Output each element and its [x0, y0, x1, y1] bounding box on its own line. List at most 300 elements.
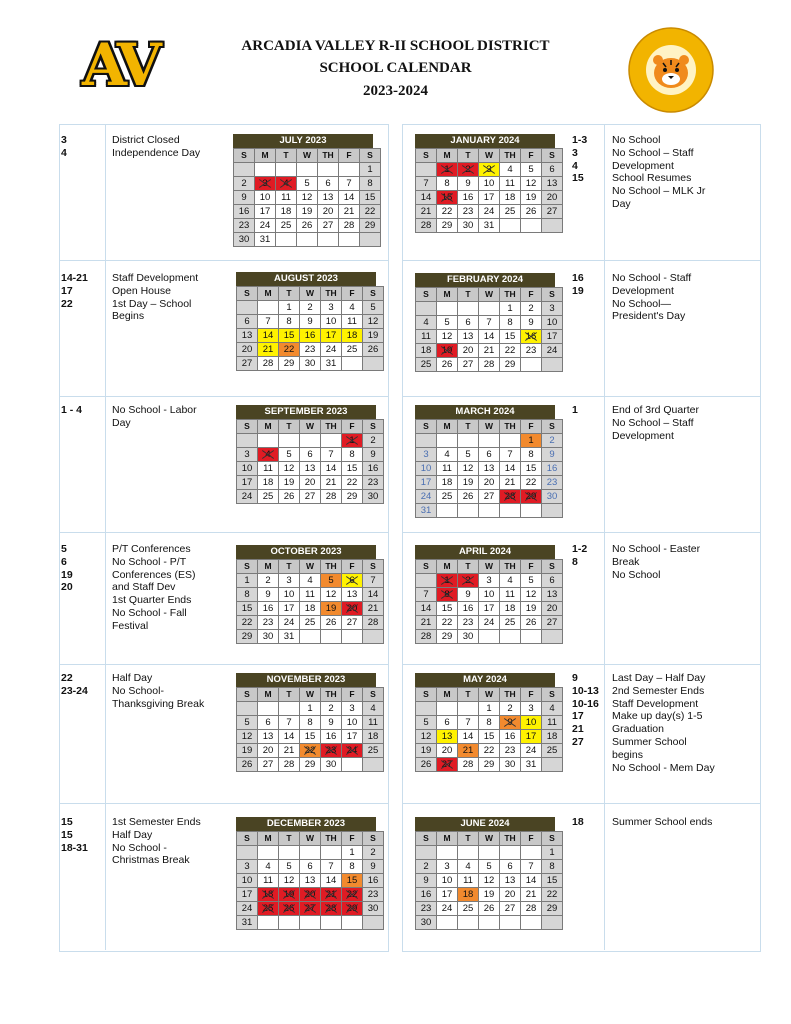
calendar-may-2024	[415, 673, 558, 772]
calendar-day: 30	[321, 758, 342, 772]
calendar-day: 28	[416, 219, 437, 233]
calendar-day: 20	[342, 602, 363, 616]
calendar-day: 2	[321, 702, 342, 716]
weekday-header: M	[258, 832, 279, 846]
calendar-month-title: JANUARY 2024	[415, 134, 555, 148]
calendar-day: 29	[521, 490, 542, 504]
weekday-header: T	[279, 420, 300, 434]
calendar-day: 20	[437, 744, 458, 758]
calendar-day: 11	[300, 588, 321, 602]
calendar-day: 8	[500, 316, 521, 330]
calendar-day: 3	[542, 302, 563, 316]
calendar-day-empty	[363, 916, 384, 930]
calendar-day: 1	[360, 163, 381, 177]
calendar-day: 2	[363, 434, 384, 448]
event-descriptions: No School - Easter Break No School	[612, 543, 701, 581]
calendar-day: 8	[279, 315, 300, 329]
weekday-header: S	[363, 832, 384, 846]
weekday-header: T	[458, 288, 479, 302]
calendar-day: 19	[279, 888, 300, 902]
calendar-day: 19	[321, 602, 342, 616]
calendar-day: 15	[437, 602, 458, 616]
calendar-day: 6	[542, 163, 563, 177]
calendar-day: 13	[542, 177, 563, 191]
weekday-header: M	[258, 420, 279, 434]
calendar-day: 26	[279, 490, 300, 504]
weekday-header: S	[237, 560, 258, 574]
calendar-day: 11	[363, 716, 384, 730]
calendar-october-2023	[236, 545, 379, 644]
calendar-day: 8	[300, 716, 321, 730]
calendar-day-empty	[276, 233, 297, 247]
calendar-day: 7	[416, 177, 437, 191]
calendar-day: 1	[542, 846, 563, 860]
weekday-header: T	[276, 149, 297, 163]
calendar-day-empty	[437, 916, 458, 930]
calendar-day: 27	[237, 357, 258, 371]
calendar-day: 2	[416, 860, 437, 874]
calendar-day-empty	[342, 630, 363, 644]
calendar-day: 23	[234, 219, 255, 233]
calendar-day: 2	[234, 177, 255, 191]
weekday-header: TH	[500, 688, 521, 702]
calendar-june-2024	[415, 817, 558, 930]
calendar-day: 28	[500, 490, 521, 504]
calendar-day-empty	[500, 630, 521, 644]
calendar-day: 31	[279, 630, 300, 644]
calendar-day: 7	[458, 716, 479, 730]
row-divider	[59, 803, 389, 804]
calendar-day: 15	[237, 602, 258, 616]
weekday-header: T	[458, 832, 479, 846]
right-divider	[604, 124, 605, 950]
calendar-day: 25	[542, 744, 563, 758]
calendar-day: 22	[360, 205, 381, 219]
calendar-day-empty	[360, 233, 381, 247]
calendar-day: 16	[234, 205, 255, 219]
calendar-day: 2	[458, 163, 479, 177]
calendar-january-2024	[415, 134, 558, 233]
calendar-day-empty	[437, 846, 458, 860]
calendar-day-empty	[479, 302, 500, 316]
calendar-day: 4	[437, 448, 458, 462]
weekday-header: S	[416, 420, 437, 434]
calendar-day-empty	[279, 702, 300, 716]
calendar-day: 27	[258, 758, 279, 772]
calendar-day: 19	[363, 329, 384, 343]
calendar-day-empty	[416, 702, 437, 716]
row-divider	[59, 260, 389, 261]
weekday-header: S	[416, 288, 437, 302]
event-dates: 1-3 3 4 15	[572, 134, 588, 185]
calendar-day: 1	[300, 702, 321, 716]
calendar-day: 12	[458, 462, 479, 476]
calendar-day: 28	[321, 902, 342, 916]
calendar-day-empty	[279, 434, 300, 448]
calendar-day: 16	[458, 191, 479, 205]
weekday-header: T	[458, 560, 479, 574]
calendar-day: 4	[258, 860, 279, 874]
calendar-day: 7	[279, 716, 300, 730]
calendar-day: 13	[300, 874, 321, 888]
calendar-day: 23	[363, 476, 384, 490]
calendar-day: 1	[342, 846, 363, 860]
calendar-day: 6	[300, 448, 321, 462]
calendar-day: 4	[363, 702, 384, 716]
calendar-day: 30	[458, 219, 479, 233]
calendar-day-empty	[542, 358, 563, 372]
calendar-day: 21	[521, 888, 542, 902]
calendar-day: 28	[416, 630, 437, 644]
weekday-header: TH	[500, 420, 521, 434]
event-descriptions: District Closed Independence Day	[112, 134, 201, 159]
calendar-day: 14	[479, 330, 500, 344]
calendar-day-empty	[437, 302, 458, 316]
calendar-day: 12	[279, 874, 300, 888]
calendar-month-title: FEBRUARY 2024	[415, 273, 555, 287]
calendar-day: 14	[500, 462, 521, 476]
calendar-day: 10	[479, 177, 500, 191]
calendar-day: 18	[416, 344, 437, 358]
calendar-day: 7	[363, 574, 384, 588]
weekday-header: T	[279, 688, 300, 702]
calendar-day-empty	[437, 702, 458, 716]
calendar-day: 8	[542, 860, 563, 874]
calendar-day: 8	[342, 448, 363, 462]
weekday-header: M	[437, 560, 458, 574]
row-divider	[402, 532, 761, 533]
calendar-day-empty	[458, 504, 479, 518]
calendar-day: 29	[437, 630, 458, 644]
calendar-day: 3	[479, 163, 500, 177]
calendar-day: 9	[416, 874, 437, 888]
calendar-day: 8	[521, 448, 542, 462]
calendar-day-empty	[416, 163, 437, 177]
calendar-day: 13	[300, 462, 321, 476]
calendar-day-empty	[416, 434, 437, 448]
weekday-header: S	[360, 149, 381, 163]
calendar-day: 24	[237, 490, 258, 504]
calendar-day-empty	[479, 916, 500, 930]
calendar-day: 19	[458, 476, 479, 490]
weekday-header: S	[542, 288, 563, 302]
calendar-day: 27	[300, 490, 321, 504]
calendar-day: 26	[521, 205, 542, 219]
calendar-day: 16	[321, 730, 342, 744]
calendar-day: 7	[521, 860, 542, 874]
weekday-header: S	[416, 688, 437, 702]
calendar-day: 31	[255, 233, 276, 247]
calendar-december-2023	[236, 817, 379, 930]
calendar-day-empty	[276, 163, 297, 177]
weekday-header: S	[416, 560, 437, 574]
calendar-day: 13	[318, 191, 339, 205]
calendar-day: 5	[521, 574, 542, 588]
weekday-header: S	[363, 287, 384, 301]
calendar-day: 22	[521, 476, 542, 490]
calendar-day: 11	[500, 177, 521, 191]
calendar-day: 15	[360, 191, 381, 205]
calendar-day: 25	[342, 343, 363, 357]
event-descriptions: Summer School ends	[612, 816, 713, 828]
calendar-day: 13	[237, 329, 258, 343]
calendar-day-empty	[342, 916, 363, 930]
row-divider	[402, 664, 761, 665]
calendar-day-empty	[339, 163, 360, 177]
calendar-day: 21	[479, 344, 500, 358]
calendar-day: 24	[479, 616, 500, 630]
calendar-day: 5	[437, 316, 458, 330]
row-divider	[59, 664, 389, 665]
calendar-day-empty	[458, 916, 479, 930]
calendar-day-empty	[318, 233, 339, 247]
weekday-header: TH	[321, 688, 342, 702]
calendar-day: 15	[342, 462, 363, 476]
weekday-header: W	[297, 149, 318, 163]
weekday-header: T	[279, 832, 300, 846]
calendar-day: 19	[479, 888, 500, 902]
calendar-day: 14	[321, 874, 342, 888]
calendar-day-empty	[339, 233, 360, 247]
weekday-header: W	[300, 420, 321, 434]
event-descriptions: Half Day No School- Thanksgiving Break	[112, 672, 205, 710]
calendar-day: 5	[416, 716, 437, 730]
calendar-day: 28	[521, 902, 542, 916]
calendar-day: 21	[363, 602, 384, 616]
calendar-day-empty	[300, 916, 321, 930]
calendar-day: 21	[458, 744, 479, 758]
calendar-day: 10	[279, 588, 300, 602]
weekday-header: T	[279, 287, 300, 301]
calendar-day: 14	[521, 874, 542, 888]
weekday-header: W	[300, 560, 321, 574]
calendar-day-empty	[258, 301, 279, 315]
event-dates: 3 4	[61, 134, 67, 159]
calendar-day: 2	[542, 434, 563, 448]
weekday-header: F	[339, 149, 360, 163]
calendar-day: 17	[342, 730, 363, 744]
calendar-day: 1	[521, 434, 542, 448]
weekday-header: TH	[321, 832, 342, 846]
calendar-day: 26	[479, 902, 500, 916]
calendar-day: 13	[258, 730, 279, 744]
calendar-day: 3	[237, 860, 258, 874]
calendar-day: 10	[237, 874, 258, 888]
calendar-day: 27	[458, 358, 479, 372]
calendar-day: 9	[321, 716, 342, 730]
weekday-header: T	[458, 149, 479, 163]
calendar-day: 10	[416, 462, 437, 476]
calendar-day: 3	[255, 177, 276, 191]
calendar-day-empty	[297, 233, 318, 247]
calendar-day-empty	[542, 758, 563, 772]
calendar-day: 27	[500, 902, 521, 916]
district-name: ARCADIA VALLEY R-II SCHOOL DISTRICT	[241, 38, 550, 54]
weekday-header: F	[342, 560, 363, 574]
calendar-day: 17	[237, 888, 258, 902]
calendar-day: 8	[437, 588, 458, 602]
weekday-header: TH	[318, 149, 339, 163]
calendar-day-empty	[321, 434, 342, 448]
calendar-day: 11	[258, 874, 279, 888]
calendar-day: 1	[342, 434, 363, 448]
calendar-day: 8	[342, 860, 363, 874]
calendar-day: 15	[437, 191, 458, 205]
calendar-day: 25	[416, 358, 437, 372]
weekday-header: F	[342, 688, 363, 702]
weekday-header: W	[479, 420, 500, 434]
calendar-day: 26	[321, 616, 342, 630]
weekday-header: W	[300, 287, 321, 301]
weekday-header: TH	[321, 287, 342, 301]
calendar-day: 18	[500, 191, 521, 205]
calendar-day: 10	[479, 588, 500, 602]
calendar-july-2023	[233, 134, 376, 247]
calendar-day: 1	[437, 163, 458, 177]
calendar-day: 22	[437, 205, 458, 219]
weekday-header: TH	[500, 288, 521, 302]
calendar-day: 12	[521, 588, 542, 602]
calendar-day: 12	[437, 330, 458, 344]
weekday-header: S	[363, 420, 384, 434]
calendar-day-empty	[500, 504, 521, 518]
calendar-day: 6	[542, 574, 563, 588]
weekday-header: M	[437, 288, 458, 302]
calendar-day: 12	[479, 874, 500, 888]
calendar-day-empty	[542, 630, 563, 644]
event-descriptions: End of 3rd Quarter No School – Staff Development	[612, 404, 699, 442]
calendar-day: 26	[437, 358, 458, 372]
calendar-day: 15	[300, 730, 321, 744]
calendar-day: 29	[342, 490, 363, 504]
calendar-day: 5	[479, 860, 500, 874]
calendar-day: 16	[542, 462, 563, 476]
calendar-day-empty	[342, 758, 363, 772]
calendar-day: 16	[416, 888, 437, 902]
calendar-day: 23	[321, 744, 342, 758]
calendar-day: 26	[279, 902, 300, 916]
calendar-day-empty	[500, 219, 521, 233]
calendar-day-empty	[479, 434, 500, 448]
calendar-day: 24	[416, 490, 437, 504]
calendar-day: 18	[363, 730, 384, 744]
weekday-header: S	[542, 149, 563, 163]
calendar-day: 12	[521, 177, 542, 191]
calendar-day: 21	[339, 205, 360, 219]
calendar-day-empty	[237, 702, 258, 716]
event-dates: 18	[572, 816, 584, 828]
calendar-day: 22	[542, 888, 563, 902]
weekday-header: W	[300, 688, 321, 702]
calendar-day: 16	[363, 874, 384, 888]
calendar-day: 27	[300, 902, 321, 916]
calendar-day: 4	[500, 574, 521, 588]
calendar-day-empty	[237, 846, 258, 860]
weekday-header: W	[479, 149, 500, 163]
calendar-day-empty	[318, 163, 339, 177]
weekday-header: S	[416, 832, 437, 846]
calendar-day: 27	[318, 219, 339, 233]
calendar-day: 15	[279, 329, 300, 343]
calendar-day: 16	[300, 329, 321, 343]
calendar-day: 6	[300, 860, 321, 874]
weekday-header: T	[458, 420, 479, 434]
calendar-day: 25	[458, 902, 479, 916]
calendar-day: 22	[437, 616, 458, 630]
calendar-day: 1	[279, 301, 300, 315]
calendar-month-title: MARCH 2024	[415, 405, 555, 419]
calendar-day: 4	[458, 860, 479, 874]
calendar-day: 17	[437, 888, 458, 902]
calendar-day: 11	[542, 716, 563, 730]
calendar-day: 26	[297, 219, 318, 233]
calendar-month-title: AUGUST 2023	[236, 272, 376, 286]
left-divider	[105, 124, 106, 950]
calendar-day: 18	[300, 602, 321, 616]
weekday-header: S	[237, 832, 258, 846]
calendar-day: 23	[363, 888, 384, 902]
calendar-day: 17	[255, 205, 276, 219]
calendar-day: 12	[321, 588, 342, 602]
calendar-day-empty	[300, 434, 321, 448]
calendar-day: 8	[237, 588, 258, 602]
calendar-day: 12	[279, 462, 300, 476]
calendar-day: 20	[318, 205, 339, 219]
calendar-day-empty	[321, 630, 342, 644]
calendar-day: 6	[237, 315, 258, 329]
calendar-day: 23	[500, 744, 521, 758]
calendar-day: 19	[521, 191, 542, 205]
weekday-header: F	[521, 560, 542, 574]
calendar-day: 14	[339, 191, 360, 205]
calendar-day: 3	[321, 301, 342, 315]
calendar-day-empty	[416, 574, 437, 588]
calendar-day: 13	[542, 588, 563, 602]
calendar-day-empty	[479, 630, 500, 644]
calendar-day: 1	[479, 702, 500, 716]
calendar-day: 17	[279, 602, 300, 616]
calendar-day: 25	[437, 490, 458, 504]
calendar-day: 9	[234, 191, 255, 205]
calendar-day: 12	[416, 730, 437, 744]
calendar-day: 28	[479, 358, 500, 372]
calendar-day-empty	[363, 357, 384, 371]
calendar-day: 24	[521, 744, 542, 758]
calendar-day-empty	[521, 358, 542, 372]
calendar-day: 30	[363, 490, 384, 504]
weekday-header: F	[342, 420, 363, 434]
calendar-day: 20	[237, 343, 258, 357]
calendar-day: 29	[279, 357, 300, 371]
calendar-day: 24	[542, 344, 563, 358]
calendar-day: 15	[479, 730, 500, 744]
calendar-day: 10	[342, 716, 363, 730]
calendar-month-title: APRIL 2024	[415, 545, 555, 559]
calendar-august-2023	[236, 272, 379, 371]
calendar-day: 17	[321, 329, 342, 343]
calendar-day: 12	[363, 315, 384, 329]
calendar-day: 13	[500, 874, 521, 888]
calendar-day: 29	[437, 219, 458, 233]
calendar-day-empty	[542, 219, 563, 233]
event-descriptions: Staff Development Open House 1st Day – School Begins	[112, 272, 199, 323]
weekday-header: TH	[500, 149, 521, 163]
calendar-day: 3	[279, 574, 300, 588]
calendar-month-title: NOVEMBER 2023	[236, 673, 376, 687]
calendar-day: 10	[237, 462, 258, 476]
calendar-day: 5	[279, 448, 300, 462]
calendar-day: 14	[258, 329, 279, 343]
